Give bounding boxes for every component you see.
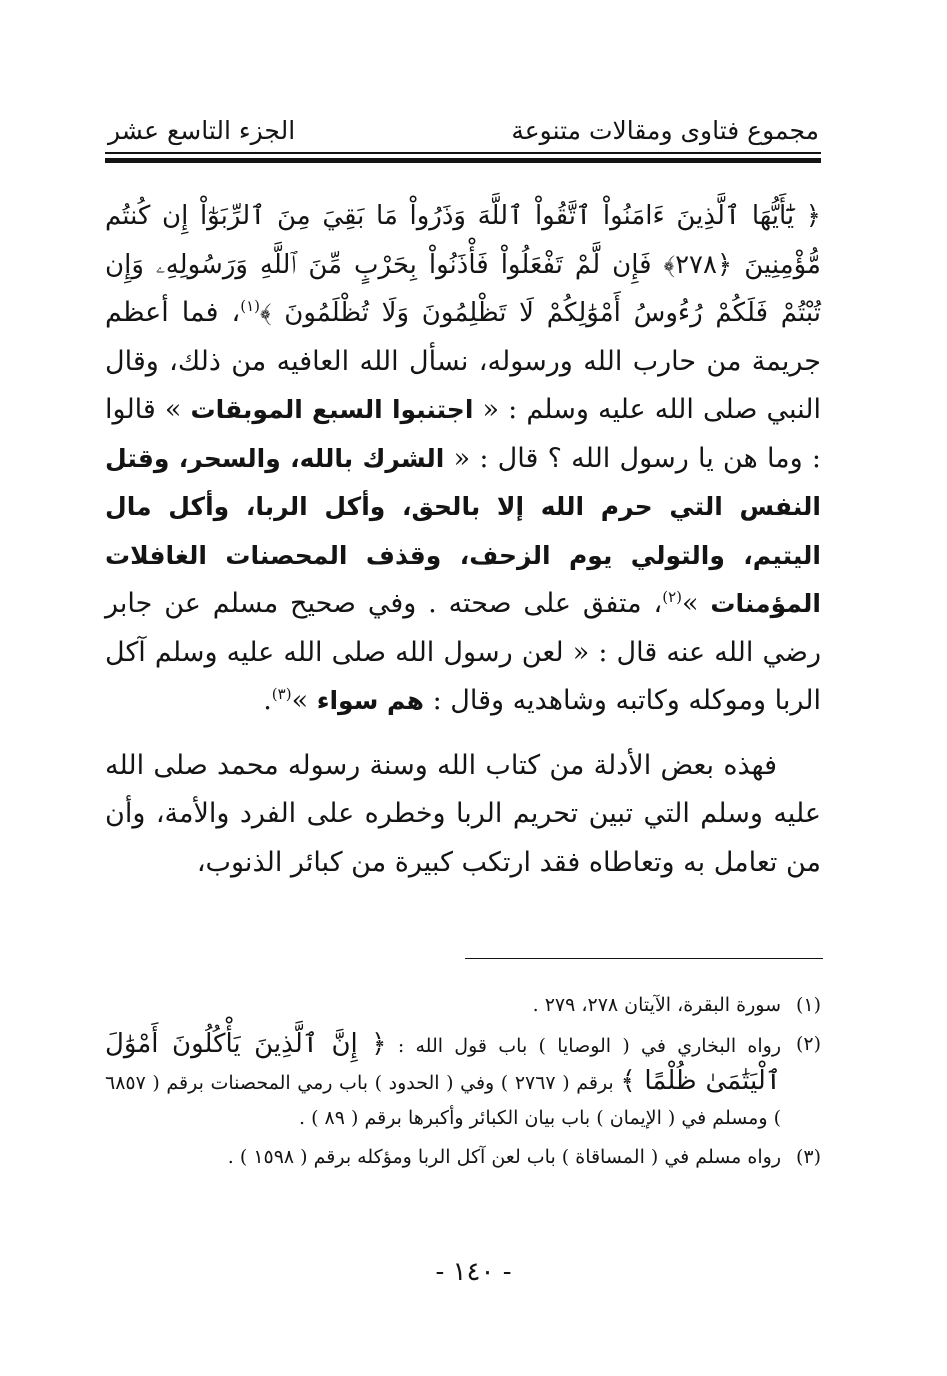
quran-verse: ﴿ يَٰٓأَيُّهَا ٱلَّذِينَ ءَامَنُواْ ٱتَّقُواْ ٱللَّهَ وَذَرُواْ مَا بَقِيَ مِنَ ٱلرِّبَوٰٓاْ إِن كُنتُم مُّؤْمِنِينَ ﴿٢٧٨﴾ فَإِن لَّمْ تَفْعَلُواْ فَأْذَنُواْ بِحَرْبٍ مِّنَ ٱللَّهِ وَرَسُولِهِۦ وَإِن تُبْتُمْ فَلَكُمْ رُءُوسُ أَمْوَٰلِكُمْ لَا تَظْلِمُونَ وَلَا تُظْلَمُونَ ﴾: [105, 201, 821, 328]
footnotes: [105, 988, 821, 1179]
footnote-1: [105, 988, 821, 1023]
hadith-quote-2: الشرك بالله، والسحر، وقتل النفس التي حرم الله إلا بالحق، وأكل الربا، وأكل مال اليتيم، والتولي يوم الزحف، وقذف المحصنات الغافلات المؤمنات: [105, 443, 821, 618]
footnote-verse: ﴿ إِنَّ ٱلَّذِينَ يَأْكُلُونَ أَمْوَٰلَ ٱلْيَتَٰمَىٰ ظُلْمًا ﴾: [105, 1029, 781, 1096]
main-body: [105, 192, 821, 887]
footnote-2: [105, 1027, 821, 1136]
footnote-number: (٣): [795, 1146, 821, 1168]
footnote-ref-3: (٣): [271, 685, 292, 703]
footnote-number: (١): [795, 994, 821, 1016]
hadith-quote-1: اجتنبوا السبع الموبقات: [190, 395, 474, 424]
footnote-number: (٢): [795, 1033, 821, 1055]
footnote-separator: [465, 958, 823, 959]
footnote-text: [105, 1027, 781, 1136]
header-rule-thin: [105, 152, 821, 154]
footnote-ref-1: (١): [240, 297, 261, 315]
paragraph-1-text-c: ، متفق على صحته . وفي صحيح مسلم عن جابر رضي الله عنه قال : « لعن رسول الله صلى الله عليه وسلم آكل الربا وموكله وكاتبه وشاهديه وقال :: [105, 588, 821, 716]
running-header-volume: الجزء التاسع عشر: [108, 116, 296, 145]
running-header-book-title: مجموع فتاوى ومقالات متنوعة: [511, 116, 819, 145]
paragraph-2: فهذه بعض الأدلة من كتاب الله وسنة رسوله محمد صلى الله عليه وسلم التي تبين تحريم الربا وخطره على الفرد والأمة، وأن من تعامل به وتعاطاه فقد ارتكب كبيرة من كبائر الذنوب،: [105, 749, 821, 878]
page-number: - ١٤٠ -: [435, 1257, 512, 1287]
footnote-ref-2: (٢): [662, 588, 682, 606]
footnote-text: سورة البقرة، الآيتان ٢٧٨، ٢٧٩ .: [532, 994, 781, 1016]
paragraph-1-end: .: [263, 685, 272, 716]
footnote-text-b: برقم ( ٢٧٦٧ ) وفي ( الحدود ) باب رمي المحصنات برقم ( ٦٨٥٧ ) ومسلم في ( الإيمان ) باب بيان الكبائر وأكبرها برقم ( ٨٩ ) .: [105, 1072, 781, 1129]
paragraph-1-text-a: ، فما أعظم جريمة من حارب الله ورسوله، نسأل الله العافيه من ذلك، وقال النبي صلى الله عليه وسلم : «: [105, 297, 822, 425]
hadith-quote-3: هم سواء: [316, 686, 424, 715]
footnote-text: رواه مسلم في ( المساقاة ) باب لعن آكل الربا ومؤكله برقم ( ١٥٩٨ ) .: [227, 1146, 781, 1168]
paragraph-1: [105, 192, 821, 726]
paragraph-1-text-b: » قالوا : وما هن يا رسول الله ؟ قال : «: [105, 394, 821, 474]
closing-quote-2: »: [291, 685, 309, 716]
header-rule-thick: [105, 158, 821, 163]
footnote-3: [105, 1140, 821, 1175]
footnote-text-a: رواه البخاري في ( الوصايا ) باب قول الله :: [397, 1035, 781, 1057]
closing-quote-1: »: [682, 588, 699, 619]
